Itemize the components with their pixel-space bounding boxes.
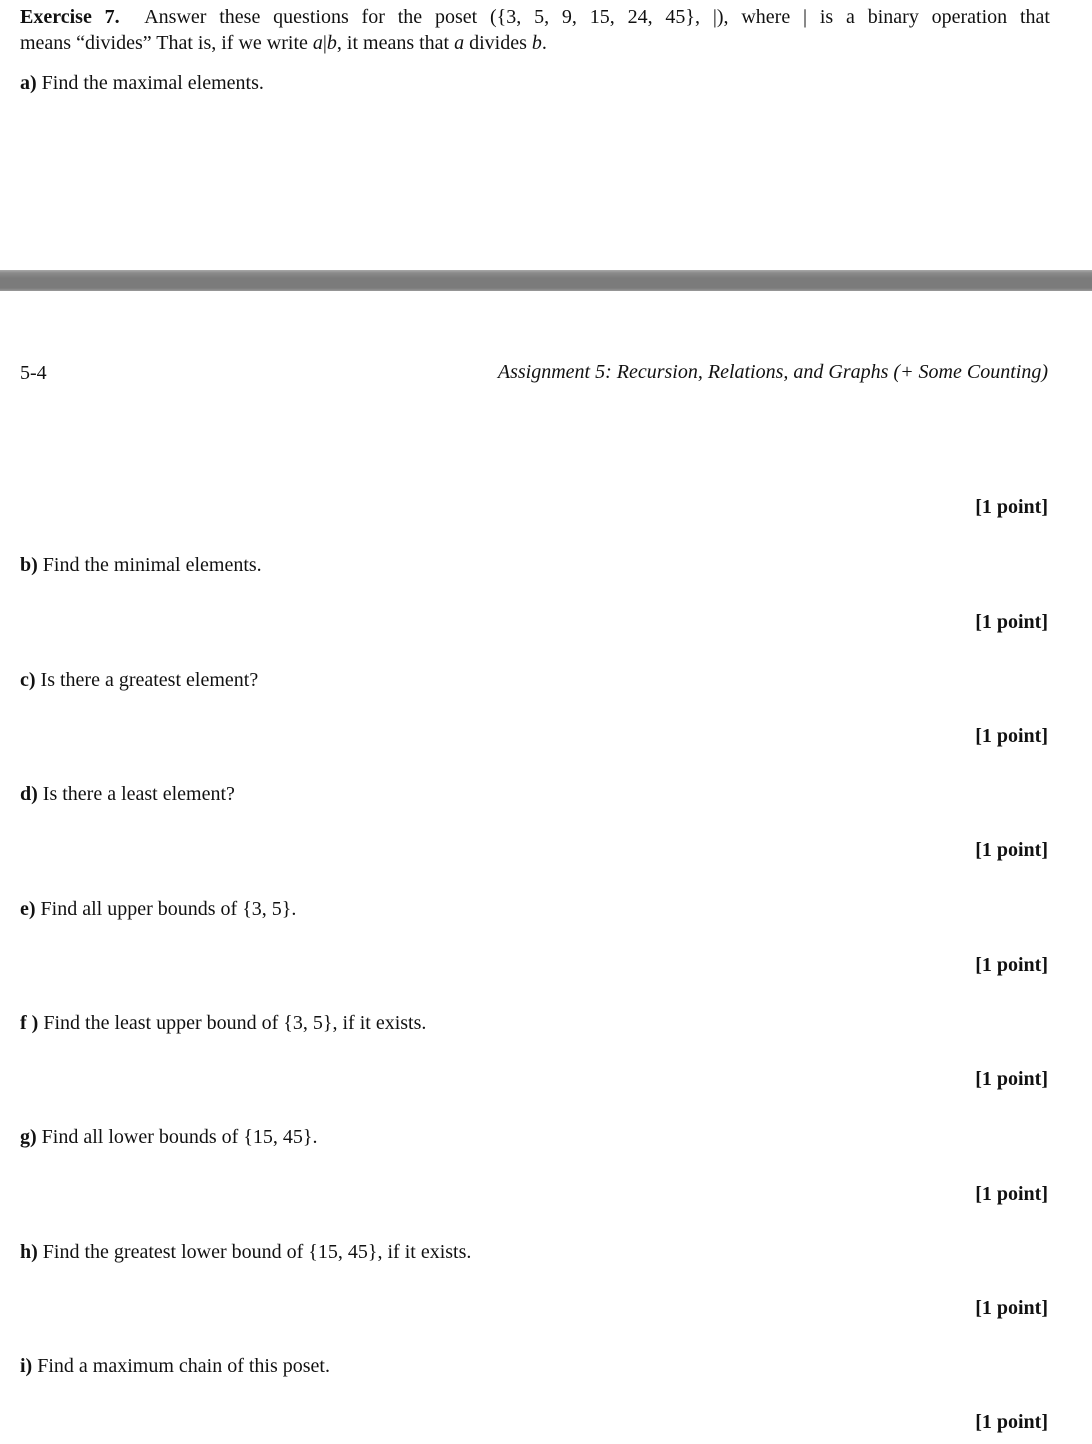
intro-line-1 [20, 4, 1050, 30]
part-h [20, 1241, 471, 1264]
part-i-label: i) [20, 1355, 33, 1377]
part-c-label: c) [20, 669, 36, 691]
points-h: [1 point] [975, 1297, 1048, 1319]
var-b: b [326, 32, 337, 54]
points-d: [1 point] [975, 839, 1048, 861]
exercise-label: Exercise 7. [20, 6, 120, 28]
points-g: [1 point] [975, 1183, 1048, 1205]
points-c: [1 point] [975, 725, 1048, 747]
part-a [20, 72, 264, 95]
part-d [20, 783, 235, 806]
points-a: [1 point] [975, 496, 1048, 518]
page-break [0, 270, 1092, 291]
points-e: [1 point] [975, 954, 1048, 976]
intro-text-e: divides [464, 32, 532, 54]
exercise-intro [20, 4, 1050, 56]
part-e-label: e) [20, 898, 36, 920]
intro-text-f: . [541, 32, 547, 54]
part-b [20, 554, 262, 577]
var-a: a [312, 32, 323, 54]
part-a-label: a) [20, 72, 37, 94]
intro-text-c: means “divides” That is, if we write [20, 32, 313, 54]
intro-line-2 [20, 30, 1050, 56]
points-f: [1 point] [975, 1068, 1048, 1090]
part-b-label: b) [20, 554, 38, 576]
points-b: [1 point] [975, 611, 1048, 633]
intro-text-a: Answer these questions for the poset ( [144, 6, 497, 28]
var-a-2: a [454, 32, 465, 54]
part-e-text: Find all upper bounds of {3, 5}. [40, 898, 297, 920]
part-d-text: Is there a least element? [42, 783, 235, 805]
points-i: [1 point] [975, 1411, 1048, 1433]
part-c [20, 669, 258, 692]
part-e [20, 898, 296, 921]
part-f-label: f ) [20, 1012, 39, 1034]
part-g [20, 1126, 318, 1149]
intro-text-b: , |), where | is a binary operation that [695, 6, 1050, 28]
part-f [20, 1012, 426, 1035]
poset-set: {3, 5, 9, 15, 24, 45} [496, 6, 696, 28]
part-i-text: Find a maximum chain of this poset. [37, 1355, 330, 1377]
var-b-2: b [531, 32, 542, 54]
part-d-label: d) [20, 783, 38, 805]
part-f-text: Find the least upper bound of {3, 5}, if it exists. [43, 1012, 427, 1034]
part-h-text: Find the greatest lower bound of {15, 45}, if it exists. [42, 1241, 472, 1263]
divides-bar: | [322, 32, 327, 54]
part-g-text: Find all lower bounds of {15, 45}. [41, 1126, 318, 1148]
part-g-label: g) [20, 1126, 37, 1148]
page-number: 5-4 [20, 362, 47, 384]
part-a-text: Find the maximal elements. [41, 72, 264, 94]
part-b-text: Find the minimal elements. [42, 554, 262, 576]
part-c-text: Is there a greatest element? [40, 669, 259, 691]
running-head: Assignment 5: Recursion, Relations, and Graphs (+ Some Counting) [497, 361, 1048, 383]
part-h-label: h) [20, 1241, 38, 1263]
intro-text-d: , it means that [336, 32, 455, 54]
part-i [20, 1355, 330, 1378]
